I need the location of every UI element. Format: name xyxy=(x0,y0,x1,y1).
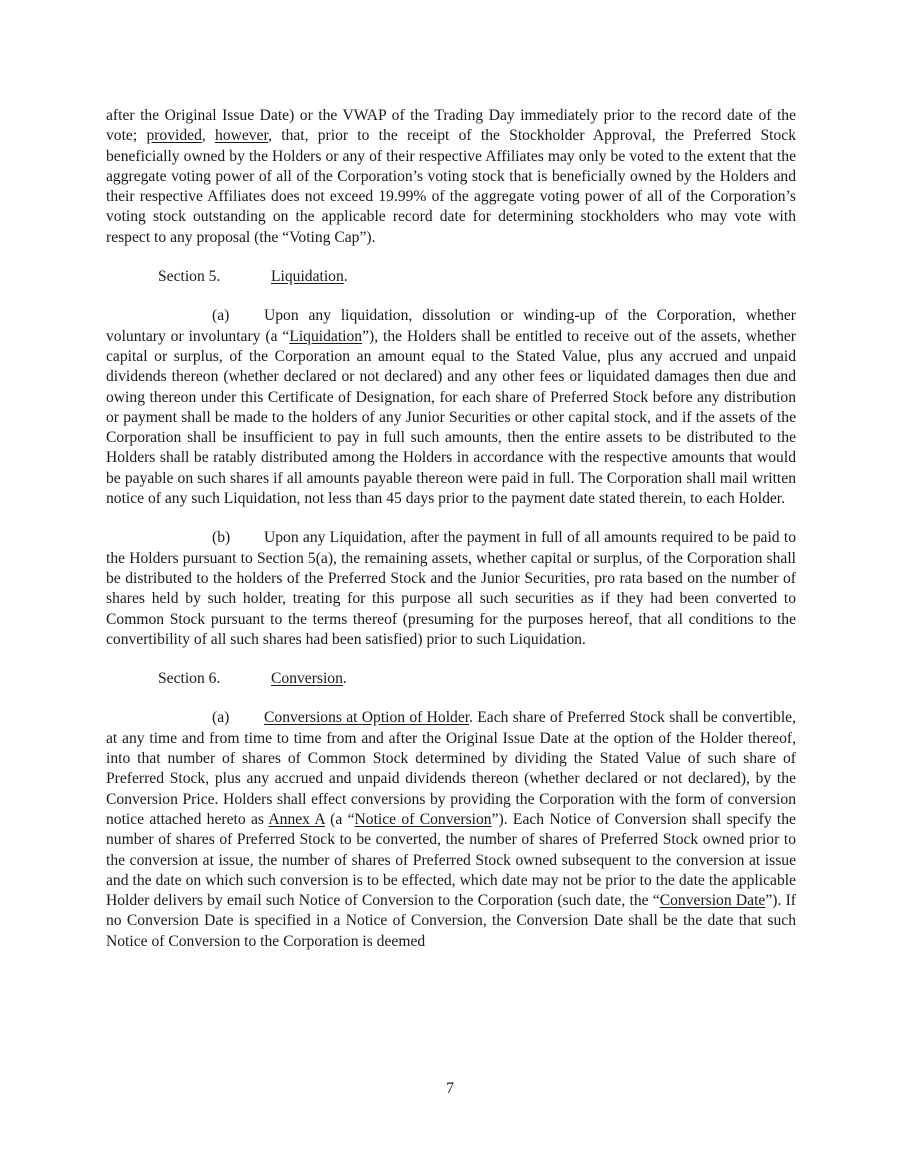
section-6-heading xyxy=(106,669,796,689)
defined-term-provided: provided xyxy=(146,127,202,145)
section-number: Section 5. xyxy=(158,268,221,286)
defined-term-liquidation: Liquidation xyxy=(289,327,363,345)
text-run: Upon any liquidation, dissolution or winding-up of the Corporation, whether voluntary or involuntary (a “ xyxy=(106,307,796,345)
section-title: Liquidation xyxy=(271,268,344,286)
text-run: . Each share of Preferred Stock shall be convertible, at any time and from time to time from and after the Original Issue Date at the option of the Holder thereof, into that number of shares of Common Stock determined by dividing the Stated Value of such share of Preferred Stock, plus any accrued and unpaid dividends thereon (whether declared or not declared), by the Conversion Price. Holders shall effect conversions by providing the Corporation with the form of conversion notice attached hereto as xyxy=(106,709,796,828)
paragraph-voting-cap xyxy=(106,106,796,248)
text-run: after the Original Issue Date) or the VWAP of the Trading Day immediately prior to the record date of the vote; xyxy=(106,107,796,145)
paragraph-5a xyxy=(106,306,796,509)
section-title-period: . xyxy=(343,268,348,286)
text-run: ”), the Holders shall be entitled to receive out of the assets, whether capital or surplus, of the Corporation an amount equal to the Stated Value, plus any accrued and unpaid dividends thereon (whether declared or not declared) and any other fees or liquidated damages then due and owing thereon under this Certificate of Designation, for each share of Preferred Stock before any distribution or payment shall be made to the holders of any Junior Securities or other capital stock, and if the assets of the Corporation shall be insufficient to pay in full such amounts, then the entire assets to be distributed to the Holders shall be ratably distributed among the Holders in accordance with the respective amounts that would be payable on such shares if all amounts payable thereon were paid in full. The Corporation shall mail written notice of any such Liquidation, not less than 45 days prior to the payment date stated therein, to each Holder. xyxy=(106,327,796,508)
defined-term-however: however xyxy=(215,127,269,145)
text-run: ”). If no Conversion Date is specified in a Notice of Conversion, the Conversion Date shall be the date that such Notice of Conversion to the Corporation is deemed xyxy=(106,892,797,950)
subsection-marker: (b) xyxy=(212,529,231,547)
subsection-marker: (a) xyxy=(212,709,230,727)
subsection-title: Conversions at Option of Holder xyxy=(264,709,470,727)
section-5-heading xyxy=(106,267,796,287)
defined-term-conversion-date: Conversion Date xyxy=(659,892,766,910)
page-number: 7 xyxy=(446,1080,454,1097)
section-number: Section 6. xyxy=(158,670,221,688)
defined-term-notice-of-conversion: Notice of Conversion xyxy=(354,810,492,828)
paragraph-6a xyxy=(106,708,796,952)
text-run: (a “ xyxy=(324,810,355,828)
section-title: Conversion xyxy=(271,670,343,688)
defined-term-annex-a: Annex A xyxy=(268,810,325,828)
subsection-marker: (a) xyxy=(212,307,230,325)
text-run: , xyxy=(201,127,216,145)
text-run: , that, prior to the receipt of the Stockholder Approval, the Preferred Stock beneficially owned by the Holders or any of their respective Affiliates may only be voted to the extent that the aggregate voting power of all of the Corporation’s voting stock that is beneficially owned by the Holders and their respective Affiliates does not exceed 19.99% of the aggregate voting power of all of the Corporation’s voting stock outstanding on the applicable record date for determining stockholders who may vote with respect to any proposal (the “Voting Cap”). xyxy=(106,127,796,246)
text-run: Upon any Liquidation, after the payment in full of all amounts required to be paid to the Holders pursuant to Section 5(a), the remaining assets, whether capital or surplus, of the Corporation shall be distributed to the holders of the Preferred Stock and the Junior Securities, pro rata based on the number of shares held by such holder, treating for this purpose all such securities as if they had been converted to Common Stock pursuant to the terms thereof (presuming for the purposes hereof, that all conditions to the convertibility of all such shares had been satisfied) prior to such Liquidation. xyxy=(106,529,796,648)
section-title-period: . xyxy=(342,670,347,688)
paragraph-5b xyxy=(106,528,796,650)
text-run: ”). Each Notice of Conversion shall specify the number of shares of Preferred Stock to be converted, the number of shares of Preferred Stock owned prior to the conversion at issue, the number of shares of Preferred Stock owned subsequent to the conversion at issue and the date on which such conversion is to be effected, which date may not be prior to the date the applicable Holder delivers by email such Notice of Conversion to the Corporation (such date, the “ xyxy=(106,810,796,910)
